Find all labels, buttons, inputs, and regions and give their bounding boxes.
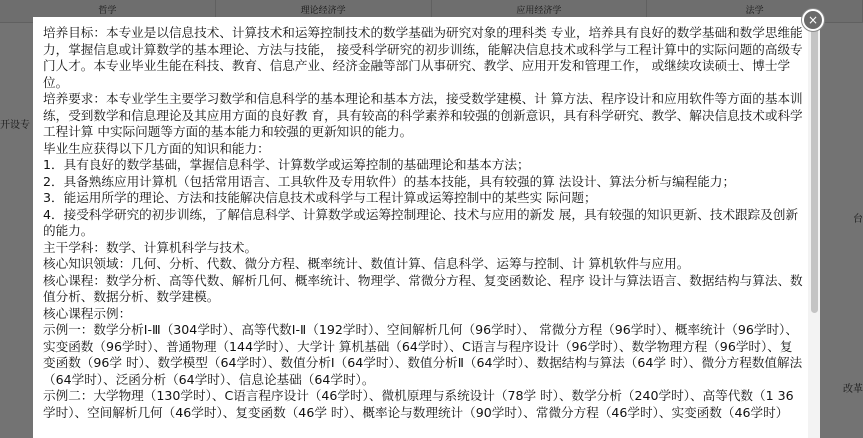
paragraph-example-1: 示例一：数学分析I-Ⅲ（304学时）、高等代数I-Ⅱ（192学时）、空间解析几何（96学时）、 常微分方程（96学时）、概率统计（96学时）、实变函数（96学时）、普通物理（144学时）、大学计 算机基础（64学时）、C语言与程序设计（96学时）、数学物理方程（96学时）、复变函数（96学 时）、数学模型（64学时）、数值分析Ⅰ（64学时）、数值分析Ⅱ（64学时）、数据结构与算法（64学 时）、微分方程数值解法（64学时）、泛函分析（64学时）、信息论基础（64学时）。 — [43, 322, 803, 387]
modal-content — [43, 25, 803, 421]
paragraph-ability-4: 4．接受科学研究的初步训练，了解信息科学、计算数学或运筹控制理论、技术与应用的新发 展，具有较强的知识更新、技术跟踪及创新的能力。 — [43, 206, 799, 238]
paragraph-example-2: 示例二：大学物理（130学时）、C语言程序设计（46学时）、微机原理与系统设计（78学 时）、数学分析（240学时）、高等代数（1 36学时）、空间解析几何（46学时）、复变函数（46学 时）、概率论与数理统计（90学时）、常微分方程（46学时）、实变函数（46学时） — [43, 388, 794, 420]
paragraph-training-requirements: 培养要求：本专业学生主要学习数学和信息科学的基本理论和基本方法，接受数学建模、计 算方法、程序设计和应用软件等方面的基本训练，受到数学和信息理论及其应用方面的良好教 育，具有较高的科学素养和较强的创新意识，具有科学研究、教学、解决信息技术或科学工程计算 中实际问题等方面的基本能力和较强的更新知识的能力。 — [43, 91, 803, 139]
modal-scrollbar-track[interactable] — [808, 17, 820, 438]
paragraph-course-examples-title: 核心课程示例： — [43, 305, 132, 321]
modal-scrollbar-thumb[interactable] — [811, 23, 818, 313]
close-icon[interactable]: × — [802, 9, 824, 31]
paragraph-abilities-intro: 毕业生应获得以下几方面的知识和能力： — [43, 140, 270, 156]
paragraph-main-disciplines: 主干学科：数学、计算机科学与技术。 — [43, 239, 258, 255]
paragraph-training-goal: 培养目标：本专业是以信息技术、计算技术和运筹控制技术的数学基础为研究对象的理科类 专业，培养具有良好的数学基础和数学思维能力，掌握信息或计算数学的基本理论、方法与技能， 接受科学研究的初步训练，能解决信息技术或科学与工程计算中的实际问题的高级专门人才。本专业毕业生能在科技、教育、信息产业、经济金融等部门从事研究、教学、应用开发和管理工作， 或继续攻读硕士、博士学位。 — [43, 25, 803, 90]
paragraph-core-courses: 核心课程：数学分析、高等代数、解析几何、概率统计、物理学、常微分方程、复变函数论、程序 设计与算法语言、数据结构与算法、数值分析、数据分析、数学建模。 — [43, 272, 803, 304]
major-detail-modal — [33, 17, 820, 438]
paragraph-ability-3: 3．能运用所学的理论、方法和技能解决信息技术或科学与工程计算或运筹控制中的某些实 际问题； — [43, 190, 597, 205]
paragraph-ability-2: 2．具备熟练应用计算机（包括常用语言、工具软件及专用软件）的基本技能，具有较强的算 法设计、算法分析与编程能力； — [43, 173, 736, 189]
paragraph-ability-1: 1．具有良好的数学基础，掌握信息科学、计算数学或运筹控制的基础理论和基本方法； — [43, 157, 530, 172]
paragraph-core-knowledge: 核心知识领域：几何、分析、代数、微分方程、概率统计、数值计算、信息科学、运筹与控制、计 算机软件与应用。 — [43, 256, 690, 271]
